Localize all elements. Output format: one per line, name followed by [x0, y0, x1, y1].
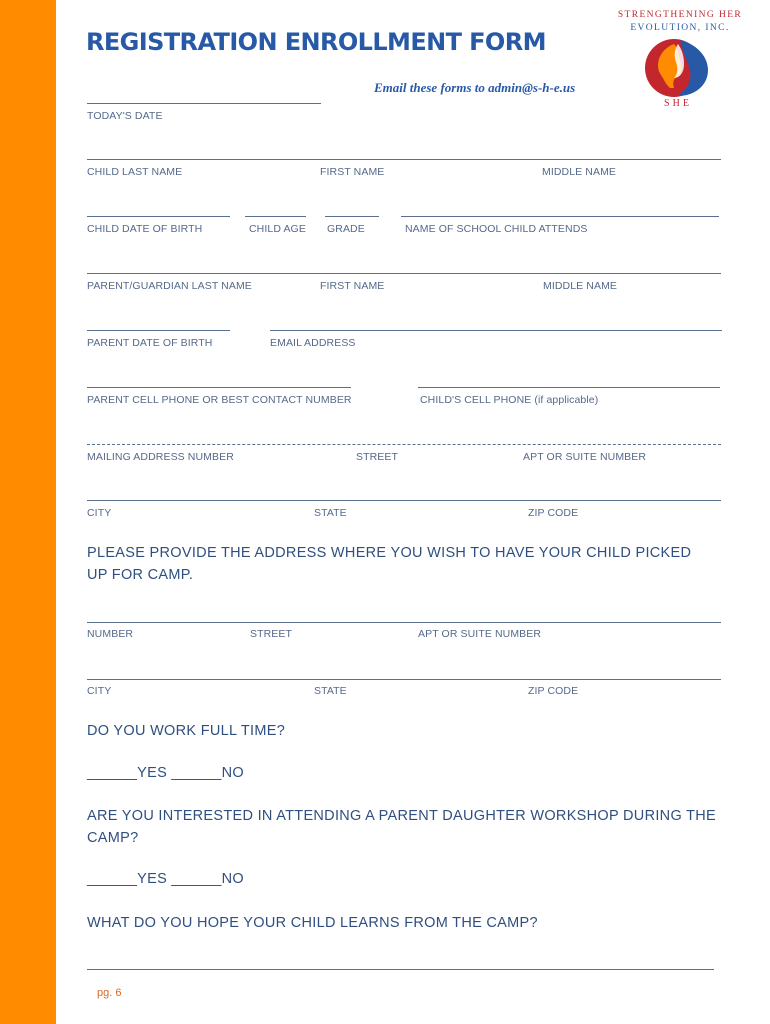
- she-logo-icon: [644, 38, 710, 98]
- child-age-field[interactable]: [245, 216, 306, 217]
- pickup-zip-label: ZIP CODE: [528, 685, 579, 697]
- camp-learning-answer-field[interactable]: [87, 969, 714, 970]
- grade-label: GRADE: [327, 223, 365, 235]
- parent-dob-label: PARENT DATE OF BIRTH: [87, 337, 213, 349]
- parent-name-field[interactable]: [87, 273, 721, 274]
- todays-date-label: TODAY'S DATE: [87, 110, 163, 122]
- email-address-label: EMAIL ADDRESS: [270, 337, 356, 349]
- pickup-apt-label: APT OR SUITE NUMBER: [418, 628, 542, 640]
- mailing-street-label: STREET: [356, 451, 399, 463]
- logo-line-2: EVOLUTION, INC.: [630, 23, 730, 33]
- pickup-address-field[interactable]: [87, 622, 721, 623]
- child-name-field[interactable]: [87, 159, 721, 160]
- pickup-address-question: PLEASE PROVIDE THE ADDRESS WHERE YOU WISH TO HAVE YOUR CHILD PICKED UP FOR CAMP.: [87, 545, 692, 583]
- child-last-name-label: CHILD LAST NAME: [87, 166, 183, 178]
- logo-abbreviation: SHE: [664, 98, 692, 109]
- work-full-time-question: DO YOU WORK FULL TIME?: [87, 723, 286, 739]
- camp-learning-question: WHAT DO YOU HOPE YOUR CHILD LEARNS FROM THE CAMP?: [87, 915, 538, 931]
- pickup-city-state-zip-field[interactable]: [87, 679, 721, 680]
- pickup-city-label: CITY: [87, 685, 112, 697]
- pickup-state-label: STATE: [314, 685, 347, 697]
- parent-phone-label: PARENT CELL PHONE OR BEST CONTACT NUMBER: [87, 394, 352, 406]
- mailing-address-field[interactable]: [87, 444, 721, 445]
- accent-stripe: [0, 0, 56, 1024]
- child-phone-label: CHILD'S CELL PHONE (if applicable): [420, 394, 599, 406]
- mailing-number-label: MAILING ADDRESS NUMBER: [87, 451, 234, 463]
- school-label: NAME OF SCHOOL CHILD ATTENDS: [405, 223, 588, 235]
- pickup-number-label: NUMBER: [87, 628, 134, 640]
- mailing-state-label: STATE: [314, 507, 347, 519]
- child-first-name-label: FIRST NAME: [320, 166, 385, 178]
- mailing-city-state-zip-field[interactable]: [87, 500, 721, 501]
- email-instructions: Email these forms to admin@s-h-e.us: [374, 80, 576, 95]
- mailing-city-label: CITY: [87, 507, 112, 519]
- school-field[interactable]: [401, 216, 719, 217]
- child-dob-label: CHILD DATE OF BIRTH: [87, 223, 203, 235]
- logo-line-1: STRENGTHENING HER: [617, 10, 743, 20]
- pickup-street-label: STREET: [250, 628, 293, 640]
- form-title: REGISTRATION ENROLLMENT FORM: [86, 28, 546, 56]
- todays-date-field[interactable]: [87, 103, 321, 104]
- parent-phone-field[interactable]: [87, 387, 351, 388]
- organization-logo-text: [612, 9, 748, 35]
- parent-dob-field[interactable]: [87, 330, 230, 331]
- child-phone-field[interactable]: [418, 387, 720, 388]
- child-age-label: CHILD AGE: [249, 223, 306, 235]
- parent-last-name-label: PARENT/GUARDIAN LAST NAME: [87, 280, 252, 292]
- page-number: pg. 6: [97, 987, 122, 999]
- child-middle-name-label: MIDDLE NAME: [542, 166, 617, 178]
- grade-field[interactable]: [325, 216, 379, 217]
- mailing-apt-label: APT OR SUITE NUMBER: [523, 451, 647, 463]
- child-dob-field[interactable]: [87, 216, 230, 217]
- parent-first-name-label: FIRST NAME: [320, 280, 385, 292]
- work-full-time-options[interactable]: ______YES ______NO: [87, 765, 244, 781]
- email-address-field[interactable]: [270, 330, 722, 331]
- workshop-question: ARE YOU INTERESTED IN ATTENDING A PARENT DAUGHTER WORKSHOP DURING THE CAMP?: [87, 808, 716, 846]
- workshop-options[interactable]: ______YES ______NO: [87, 871, 244, 887]
- mailing-zip-label: ZIP CODE: [528, 507, 579, 519]
- parent-middle-name-label: MIDDLE NAME: [543, 280, 618, 292]
